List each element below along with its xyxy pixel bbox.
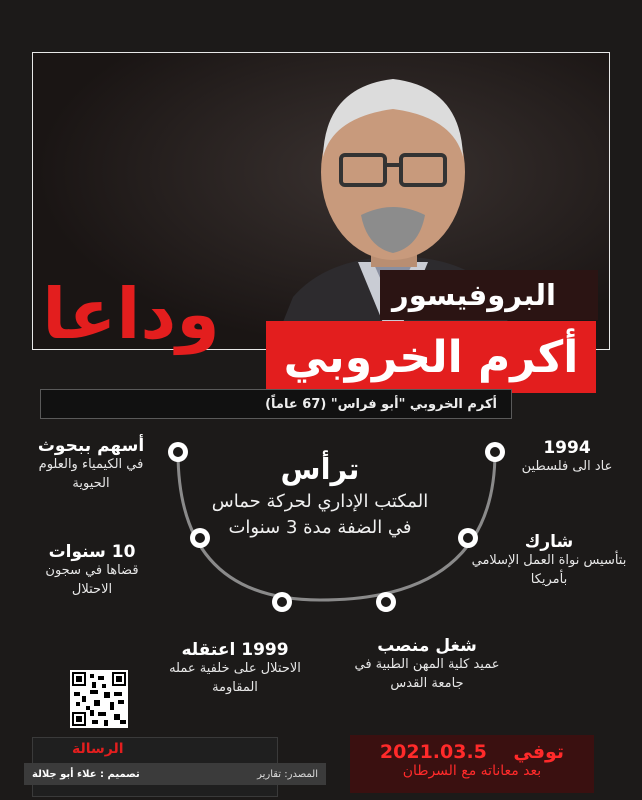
timeline-item-heading: 10 سنوات (48, 542, 136, 562)
credit-bar (24, 763, 326, 785)
timeline-item-heading: شارك (524, 532, 574, 552)
death-note: بعد معاناته مع السرطان (402, 763, 542, 779)
timeline-item-heading: شغل منصب (377, 636, 477, 656)
timeline-item-text: عميد كلية المهن الطبية في جامعة القدس (354, 657, 500, 691)
person-name: أكرم الخروبي (283, 331, 579, 383)
timeline-item-text: الاحتلال على خلفية عمله المقاومة (169, 661, 301, 695)
timeline-item-heading: أسهم ببحوث (37, 436, 145, 456)
death-info-box (350, 735, 594, 793)
timeline-item-return (512, 438, 622, 477)
center-title: ترأس (280, 452, 360, 486)
timeline-item-text: قضاها في سجون الاحتلال (45, 563, 139, 597)
designer-credit: تصميم : علاء أبو جلالة (32, 768, 140, 780)
timeline-item-dean (352, 636, 502, 694)
death-label: توفي (513, 741, 565, 763)
farewell-heading: وداعا (42, 273, 220, 355)
timeline-item-heading: 1999 اعتقله (181, 640, 289, 660)
timeline-item-text: بتأسيس نواة العمل الإسلامي بأمريكا (471, 553, 627, 587)
timeline-item-text: في الكيمياء والعلوم الحيوية (38, 457, 144, 491)
center-body: المكتب الإداري لحركة حماس في الضفة مدة 3 سنوات (211, 491, 429, 539)
timeline-item-prison (32, 542, 152, 600)
source-text: المصدر: تقارير (257, 768, 318, 780)
timeline-item-text: عاد الى فلسطين (521, 459, 613, 474)
death-line (350, 741, 594, 763)
qr-code[interactable] (70, 670, 128, 728)
timeline-item-research (26, 436, 156, 494)
timeline-item-heading: 1994 (543, 438, 591, 458)
caption-text: أكرم الخروبي "أبو فراس" (67 عاماً) (265, 396, 497, 412)
timeline-item-participation (470, 532, 628, 590)
timeline-item-arrest (160, 640, 310, 698)
brand-logo: الرسالة (72, 741, 124, 757)
death-date: 2021.03.5 (379, 741, 487, 763)
subtitle-title: البروفيسور (392, 278, 556, 312)
